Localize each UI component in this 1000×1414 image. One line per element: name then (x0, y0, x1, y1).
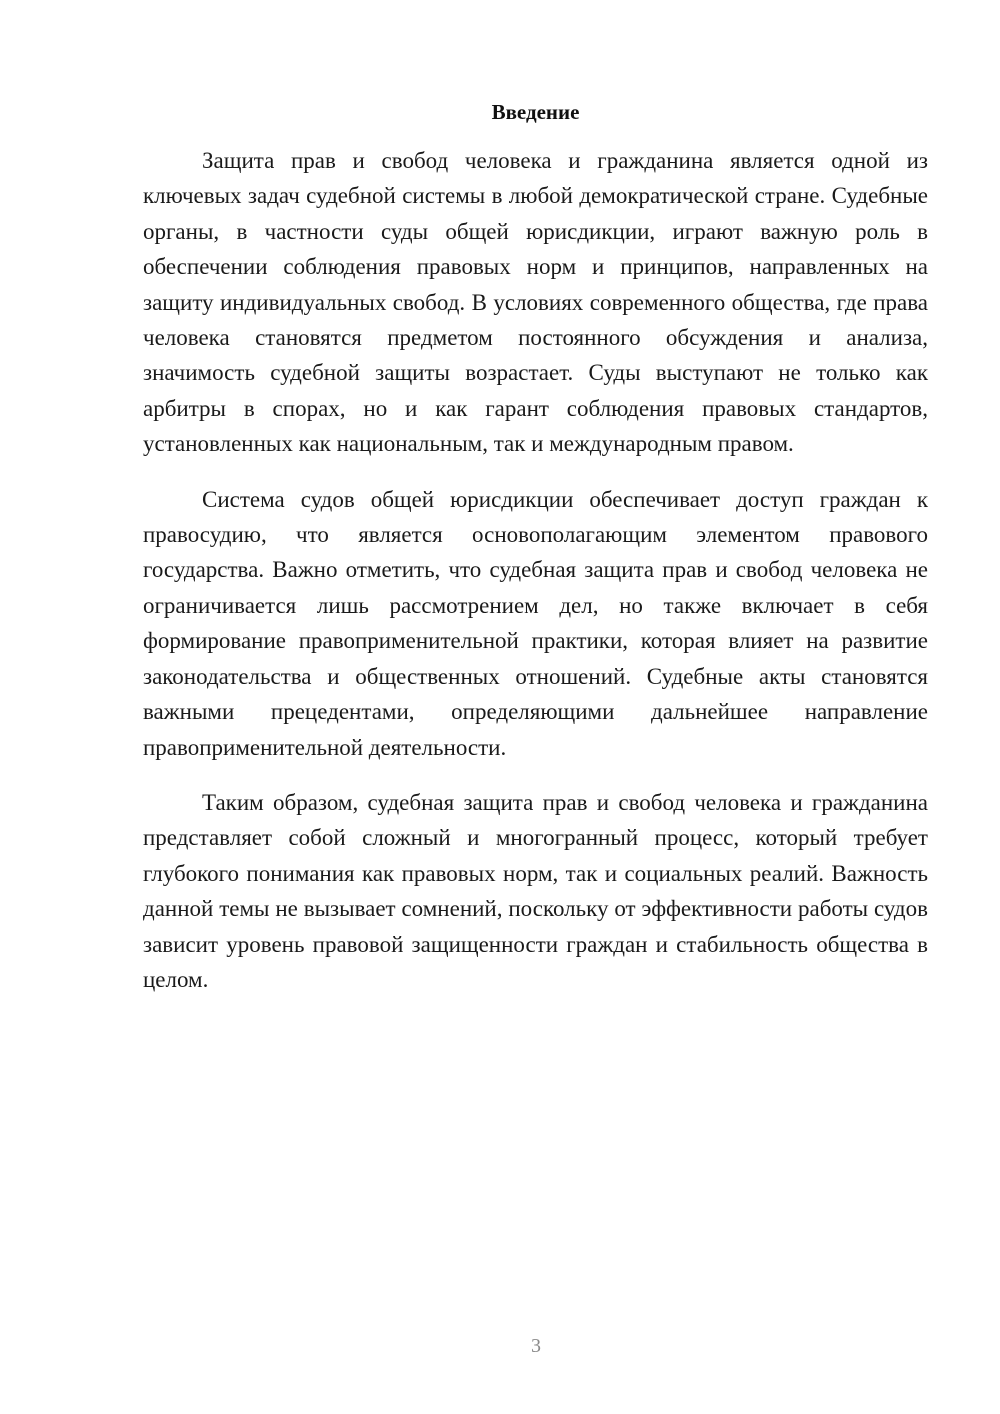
page-number: 3 (531, 1335, 541, 1357)
document-body (143, 143, 928, 1017)
section-heading: Введение (491, 100, 580, 124)
paragraph-2: Система судов общей юрисдикции обеспечивает доступ граждан к правосудию, что является основополагающим элементом правового государства. Важно отметить, что судебная защита прав и свобод человека не ограничивается лишь рассмотрением дел, но также включает в себя формирование правоприменительной практики, которая влияет на развитие законодательства и общественных отношений. Судебные акты становятся важными прецедентами, определяющими дальнейшее направление правоприменительной деятельности. (143, 486, 928, 760)
paragraph-1: Защита прав и свобод человека и гражданина является одной из ключевых задач судебной системы в любой демократической стране. Судебные органы, в частности суды общей юрисдикции, играют важную роль в обеспечении соблюдения правовых норм и принципов, направленных на защиту индивидуальных свобод. В условиях современного общества, где права человека становятся предметом постоянного обсуждения и анализа, значимость судебной защиты возрастает. Суды выступают не только как арбитры в спорах, но и как гарант соблюдения правовых стандартов, установленных как национальным, так и международным правом. (143, 148, 928, 457)
paragraph-3: Таким образом, судебная защита прав и свобод человека и гражданина представляет собой сложный и многогранный процесс, который требует глубокого понимания как правовых норм, так и социальных реалий. Важность данной темы не вызывает сомнений, поскольку от эффективности работы судов зависит уровень правовой защищенности граждан и стабильность общества в целом. (143, 789, 928, 992)
